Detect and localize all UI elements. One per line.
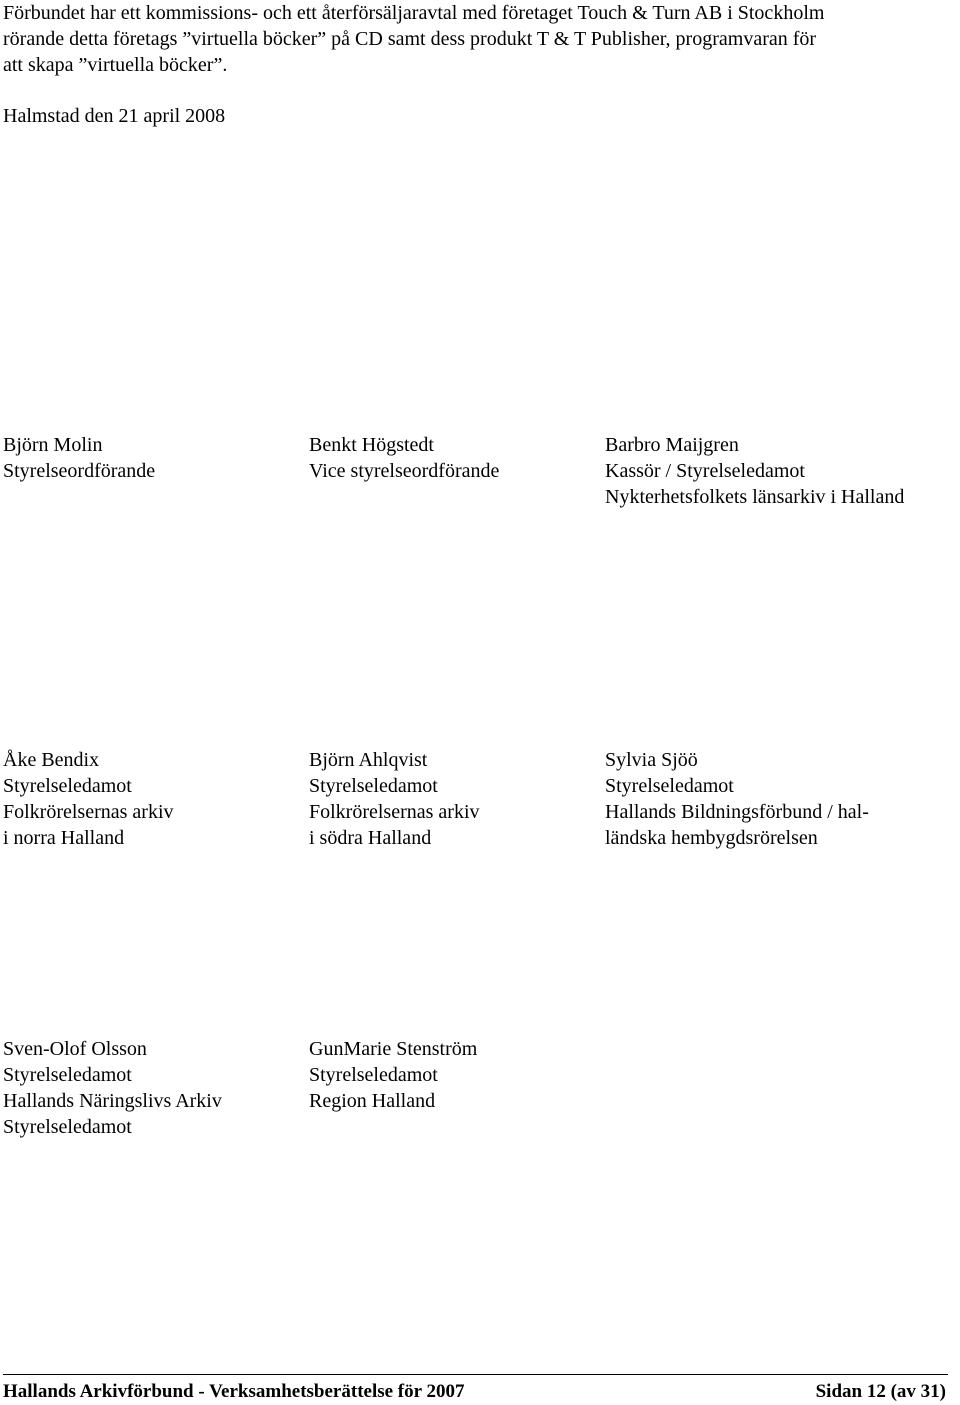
signatory-role: Vice styrelseordförande	[309, 460, 500, 482]
signatory-name: Barbro Maijgren	[605, 434, 739, 456]
signatory-organization: Hallands Näringslivs Arkiv	[3, 1090, 222, 1112]
signatory-name: Sven-Olof Olsson	[3, 1038, 147, 1060]
signatory-role: Styrelseledamot	[3, 775, 132, 797]
signature-block-barbro-maijgren	[605, 432, 904, 510]
footer-document-title: Hallands Arkivförbund - Verksamhetsberättelse för 2007	[3, 1381, 465, 1402]
signatory-organization: Hallands Bildningsförbund / hal-	[605, 801, 869, 823]
signature-block-ake-bendix	[3, 747, 174, 851]
intro-line: att skapa ”virtuella böcker”.	[3, 54, 228, 76]
signatory-name: Benkt Högstedt	[309, 434, 434, 456]
signature-block-bjorn-molin	[3, 432, 155, 484]
signature-block-sylvia-sjoo	[605, 747, 869, 851]
signatory-name: Björn Molin	[3, 434, 103, 456]
intro-line: rörande detta företags ”virtuella böcker” på CD samt dess produkt T & T Publisher, programvaran för	[3, 28, 817, 50]
signatory-organization: i södra Halland	[309, 827, 432, 849]
signatory-organization: i norra Halland	[3, 827, 125, 849]
signatory-name: Björn Ahlqvist	[309, 749, 428, 771]
signatory-organization: ländska hembygdsrörelsen	[605, 827, 818, 849]
signatory-role: Styrelseledamot	[3, 1064, 132, 1086]
signatory-role: Kassör / Styrelseledamot	[605, 460, 805, 482]
signature-block-gunmarie-stenstrom	[309, 1036, 477, 1114]
signatory-role: Styrelseledamot	[3, 1116, 132, 1138]
signatory-organization: Nykterhetsfolkets länsarkiv i Halland	[605, 486, 905, 508]
intro-paragraph	[3, 0, 957, 78]
intro-line: Förbundet har ett kommissions- och ett återförsäljaravtal med företaget Touch & Turn AB i Stockholm	[3, 2, 825, 24]
footer-page-number: Sidan 12 (av 31)	[815, 1381, 946, 1402]
footer-divider	[3, 1374, 948, 1375]
signatory-organization: Folkrörelsernas arkiv	[3, 801, 174, 823]
signature-block-benkt-hogstedt	[309, 432, 499, 484]
signature-block-sven-olof-olsson	[3, 1036, 222, 1140]
signatory-organization: Folkrörelsernas arkiv	[309, 801, 480, 823]
signatory-role: Styrelseordförande	[3, 460, 156, 482]
signatory-role: Styrelseledamot	[605, 775, 734, 797]
signatory-name: Sylvia Sjöö	[605, 749, 698, 771]
signatory-organization: Region Halland	[309, 1090, 436, 1112]
signature-block-bjorn-ahlqvist	[309, 747, 480, 851]
signatory-role: Styrelseledamot	[309, 1064, 438, 1086]
signatory-name: Åke Bendix	[3, 749, 100, 771]
signatory-name: GunMarie Stenström	[309, 1038, 478, 1060]
signing-date: Halmstad den 21 april 2008	[3, 105, 226, 127]
signatory-role: Styrelseledamot	[309, 775, 438, 797]
